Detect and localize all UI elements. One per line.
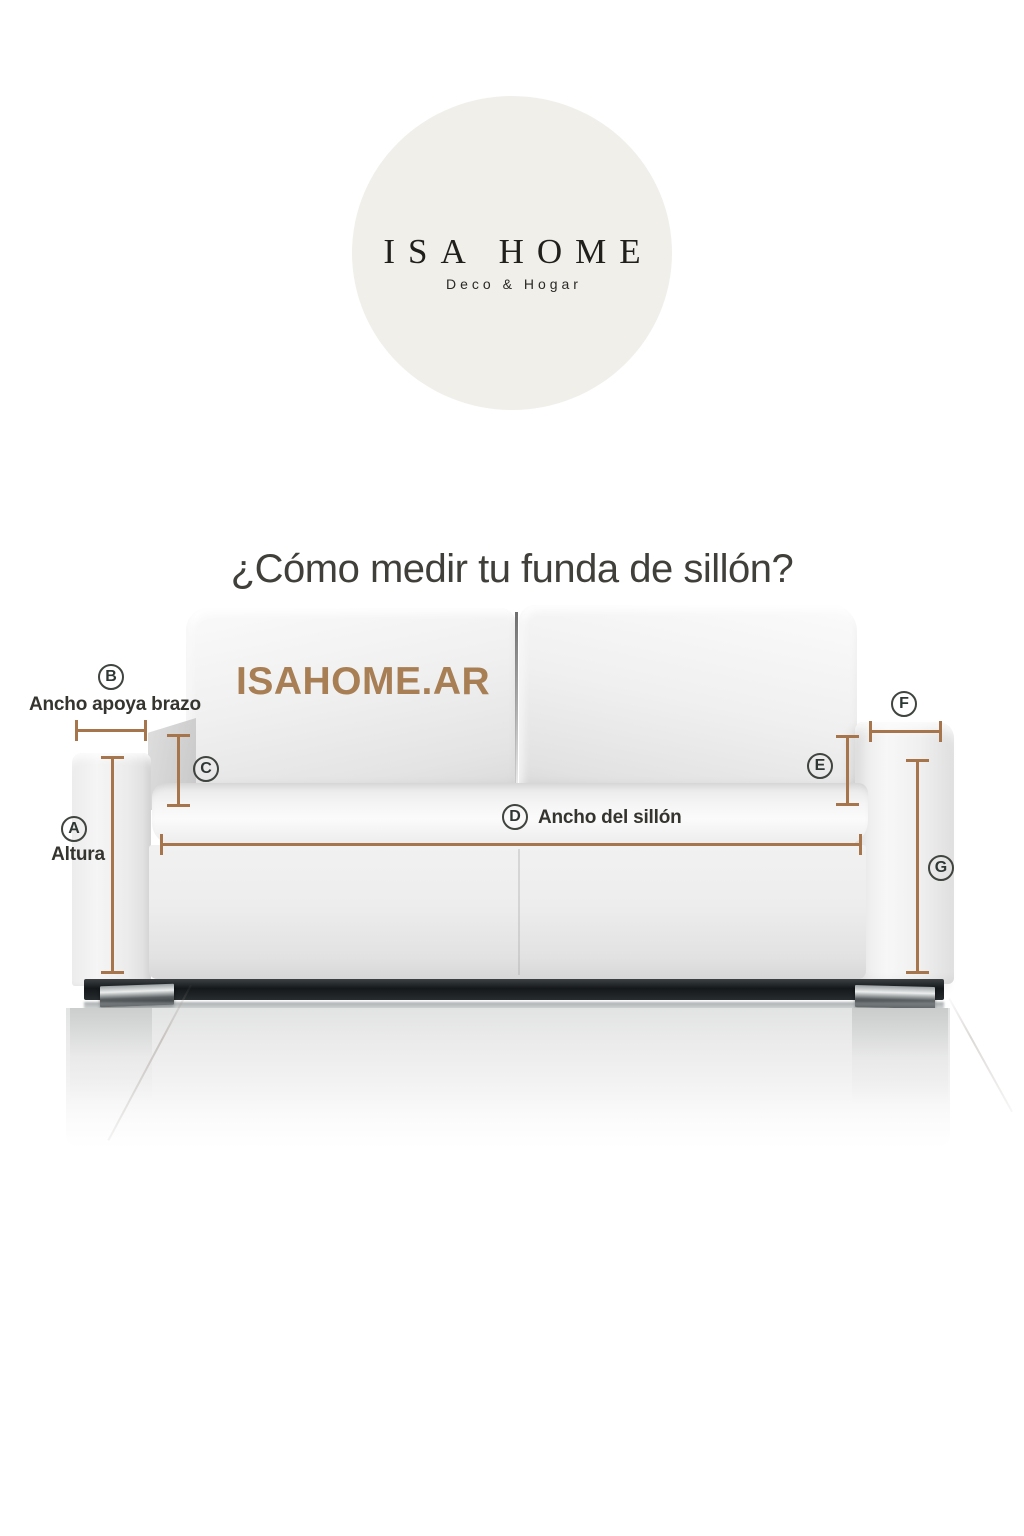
sofa-cushion-seam: [515, 612, 518, 790]
badge-letter-a: A: [68, 820, 80, 837]
badge-letter-f: F: [899, 695, 909, 712]
badge-letter-d: D: [509, 808, 521, 825]
measure-badge-c: [193, 756, 219, 782]
brand-name: ISA HOME: [383, 232, 654, 271]
sofa-base: [149, 845, 866, 979]
badge-letter-c: C: [200, 760, 212, 777]
floor-reflection: [66, 1008, 950, 1148]
badge-letter-b: B: [105, 668, 117, 685]
measure-badge-g: [928, 855, 954, 881]
brand-tagline: Deco & Hogar: [446, 276, 582, 292]
measure-line-c-inner-arm-height: [177, 734, 180, 807]
measure-badge-a: [61, 816, 87, 842]
measure-badge-f: [891, 691, 917, 717]
measure-line-e-inner-arm-height: [846, 735, 849, 806]
measure-badge-b: [98, 664, 124, 690]
sofa-under-shadow: [84, 979, 944, 1000]
sofa-right-arm: [855, 722, 954, 984]
measure-label-sofa-width: Ancho del sillón: [538, 807, 682, 828]
badge-letter-g: G: [934, 859, 948, 876]
measure-badge-e: [807, 753, 833, 779]
measure-label-arm-width: Ancho apoya brazo: [29, 694, 201, 715]
diagram-title: ¿Cómo medir tu funda de sillón?: [230, 547, 794, 591]
sofa-base-seam: [518, 849, 520, 975]
measure-line-f-arm-width: [869, 730, 942, 733]
watermark-text: ISAHOME.AR: [236, 660, 491, 703]
measure-line-g-arm-height: [916, 759, 919, 974]
measure-badge-d: [502, 804, 528, 830]
badge-letter-e: E: [814, 757, 826, 774]
measure-label-height: Altura: [51, 844, 105, 865]
measure-line-b-arm-width: [75, 729, 147, 732]
brand-logo: [352, 96, 672, 410]
measure-line-d-sofa-width: [160, 843, 862, 846]
floor-tile-seam-right: [948, 998, 1013, 1113]
